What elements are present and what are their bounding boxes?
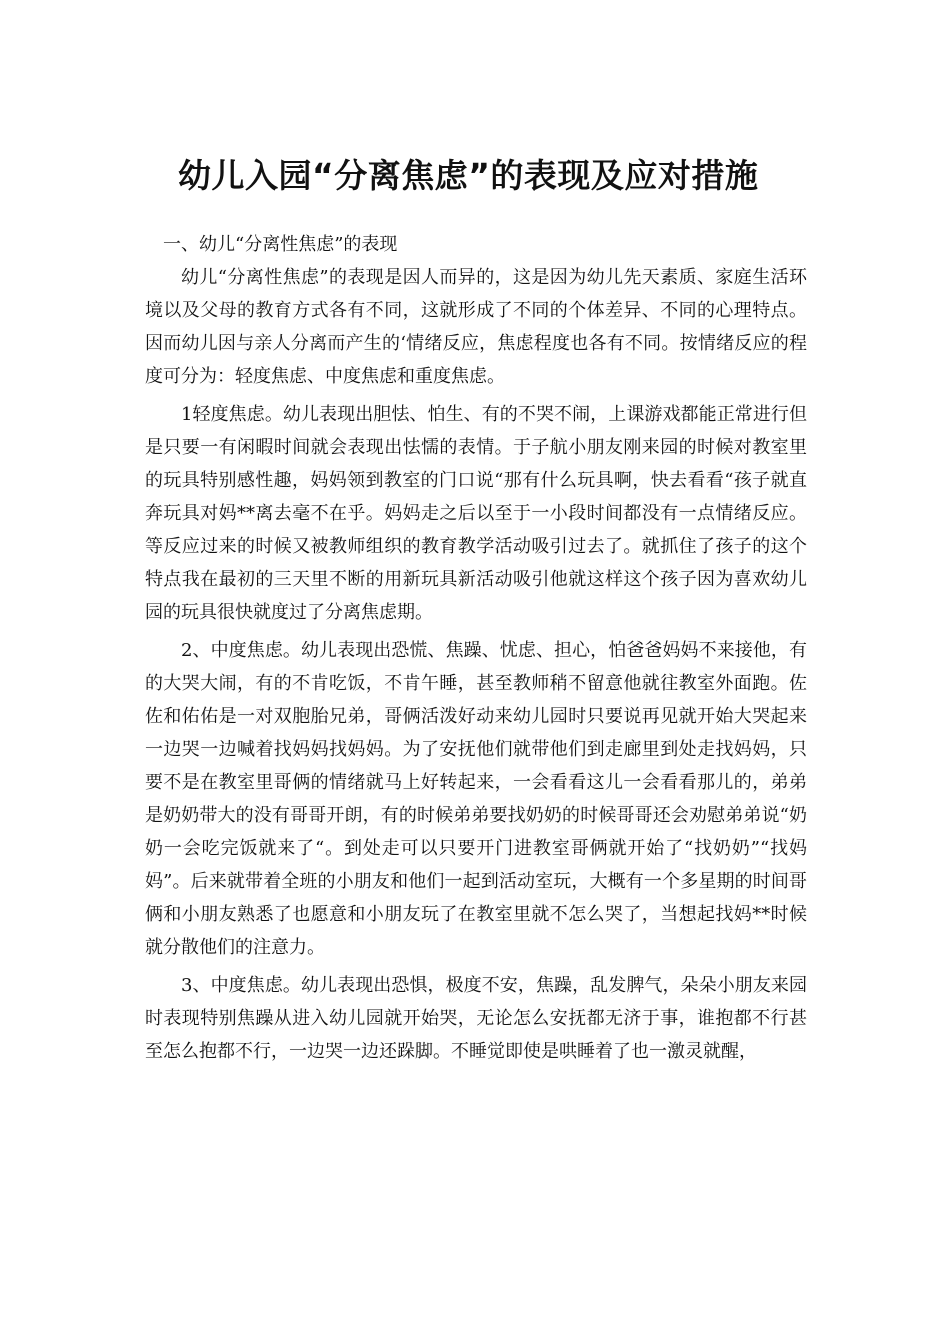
document-page [145,150,807,1073]
paragraph-severe-anxiety: 3、中度焦虑。幼儿表现出恐惧，极度不安，焦躁，乱发脾气，朵朵小朋友来园时表现特别焦躁从进入幼儿园就开始哭，无论怎么安抚都无济于事，谁抱都不行甚至怎么抱都不行，一边哭一边还跺脚。不睡觉即使是哄睡着了也一激灵就醒， [145,975,807,1062]
document-title: 幼儿入园“分离焦虑”的表现及应对措施 [178,156,759,195]
paragraph-moderate-anxiety: 2、中度焦虑。幼儿表现出恐慌、焦躁、忧虑、担心，怕爸爸妈妈不来接他，有的大哭大闹，有的不肯吃饭，不肯午睡，甚至教师稍不留意他就往教室外面跑。佐佐和佑佑是一对双胞胎兄弟，哥俩活泼好动来幼儿园时只要说再见就开始大哭起来一边哭一边喊着找妈妈找妈妈。为了安抚他们就带他们到走廊里到处走找妈妈，只要不是在教室里哥俩的情绪就马上好转起来，一会看看这儿一会看看那儿的，弟弟是奶奶带大的没有哥哥开朗，有的时候弟弟要找奶奶的时候哥哥还会劝慰弟弟说“奶奶一会吃完饭就来了“。到处走可以只要开门进教室哥俩就开始了“找奶奶”“找妈妈”。后来就带着全班的小朋友和他们一起到活动室玩，大概有一个多星期的时间哥俩和小朋友熟悉了也愿意和小朋友玩了在教室里就不怎么哭了，当想起找妈**时候就分散他们的注意力。 [145,640,807,958]
paragraph-mild-anxiety: 1轻度焦虑。幼儿表现出胆怯、怕生、有的不哭不闹，上课游戏都能正常进行但是只要一有闲暇时间就会表现出怯懦的表情。于子航小朋友刚来园的时候对教室里的玩具特别感性趣，妈妈领到教室的门口说“那有什么玩具啊，快去看看“孩子就直奔玩具对妈**离去毫不在乎。妈妈走之后以至于一小段时间都没有一点情绪反应。等反应过来的时候又被教师组织的教育教学活动吸引过去了。就抓住了孩子的这个特点我在最初的三天里不断的用新玩具新活动吸引他就这样这个孩子因为喜欢幼儿园的玩具很快就度过了分离焦虑期。 [145,404,807,623]
paragraph-intro: 幼儿“分离性焦虑”的表现是因人而异的，这是因为幼儿先天素质、家庭生活环境以及父母的教育方式各有不同，这就形成了不同的个体差异、不同的心理特点。因而幼儿因与亲人分离而产生的‘情绪反应，焦虑程度也各有不同。按情绪反应的程度可分为：轻度焦虑、中度焦虑和重度焦虑。 [145,267,807,387]
section-heading: 一、幼儿“分离性焦虑”的表现 [163,234,398,255]
